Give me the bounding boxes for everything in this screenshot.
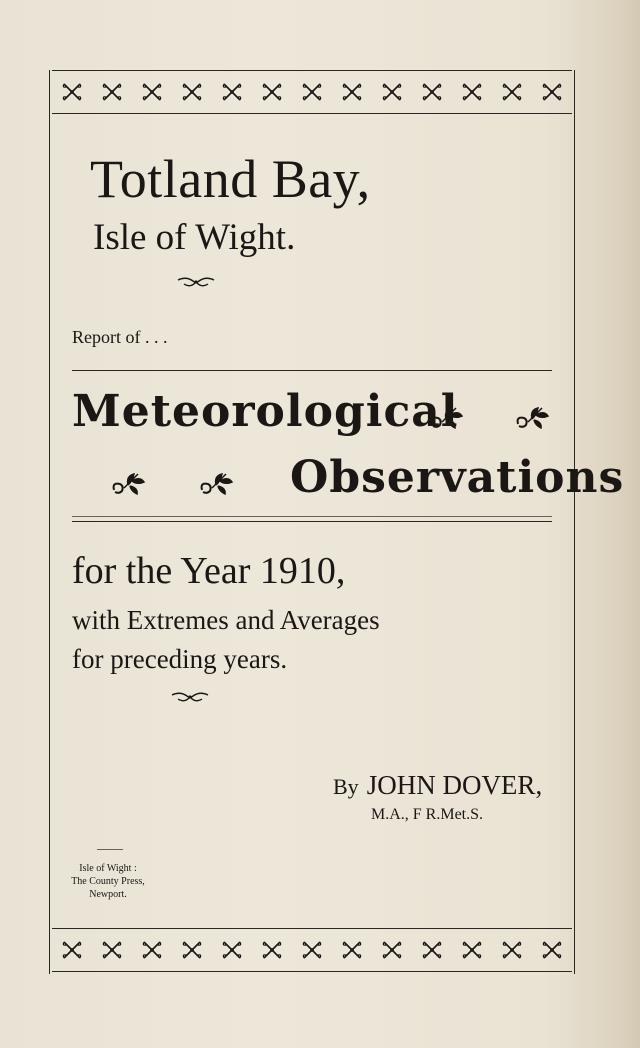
cross-knot-icon — [261, 939, 283, 961]
report-of-label: Report of . . . — [72, 327, 168, 347]
leaf-ornament-icon — [514, 402, 554, 432]
printer-rule — [97, 849, 123, 850]
cross-knot-icon — [221, 939, 243, 961]
extremes-line-1: with Extremes and Averages — [72, 605, 380, 635]
cross-knot-icon — [181, 939, 203, 961]
cross-knot-icon — [541, 939, 563, 961]
divider-rule-top — [72, 370, 552, 371]
year-line: for the Year 1910, — [72, 550, 346, 592]
divider-rule-bottom — [72, 521, 552, 522]
leaf-ornament-icon — [428, 402, 468, 432]
cross-knot-icon — [421, 81, 443, 103]
cross-knot-icon — [101, 81, 123, 103]
page-subtitle: Isle of Wight. — [93, 217, 296, 258]
printer-line: Isle of Wight : — [79, 863, 137, 874]
author-qualifications: M.A., F R.Met.S. — [371, 806, 484, 823]
divider-rule-thin — [72, 516, 552, 517]
cross-knot-icon — [141, 939, 163, 961]
heading-observations: Observations — [290, 452, 625, 503]
cross-knot-icon — [501, 81, 523, 103]
cross-knot-icon — [221, 81, 243, 103]
cross-knot-icon — [181, 81, 203, 103]
leaf-ornament-icon — [110, 468, 150, 498]
author-by: By — [333, 774, 359, 799]
page-title: Totland Bay, — [90, 149, 371, 209]
cross-knot-icon — [101, 939, 123, 961]
cross-knot-icon — [461, 939, 483, 961]
leaf-ornament-icon — [198, 468, 238, 498]
cross-knot-icon — [421, 939, 443, 961]
cross-knot-icon — [381, 939, 403, 961]
extremes-line-2: for preceding years. — [72, 644, 288, 674]
cross-knot-icon — [301, 939, 323, 961]
cross-knot-icon — [141, 81, 163, 103]
flourish-ornament-icon — [176, 275, 216, 289]
printer-imprint — [60, 862, 156, 901]
cross-knot-icon — [381, 81, 403, 103]
bottom-ornament-band — [52, 928, 572, 972]
printer-line: The County Press, — [71, 876, 145, 887]
author-line — [333, 770, 542, 801]
cross-knot-icon — [541, 81, 563, 103]
cross-knot-icon — [261, 81, 283, 103]
cross-knot-icon — [501, 939, 523, 961]
cross-knot-icon — [301, 81, 323, 103]
cross-knot-icon — [341, 81, 363, 103]
cross-knot-icon — [61, 81, 83, 103]
heading-meteorological: Meteorological — [72, 386, 459, 437]
cross-knot-icon — [61, 939, 83, 961]
cross-knot-icon — [461, 81, 483, 103]
author-name: JOHN DOVER, — [366, 770, 543, 800]
cross-knot-icon — [341, 939, 363, 961]
flourish-ornament-icon — [170, 690, 210, 704]
top-ornament-band — [52, 70, 572, 114]
printer-line: Newport. — [89, 889, 127, 900]
